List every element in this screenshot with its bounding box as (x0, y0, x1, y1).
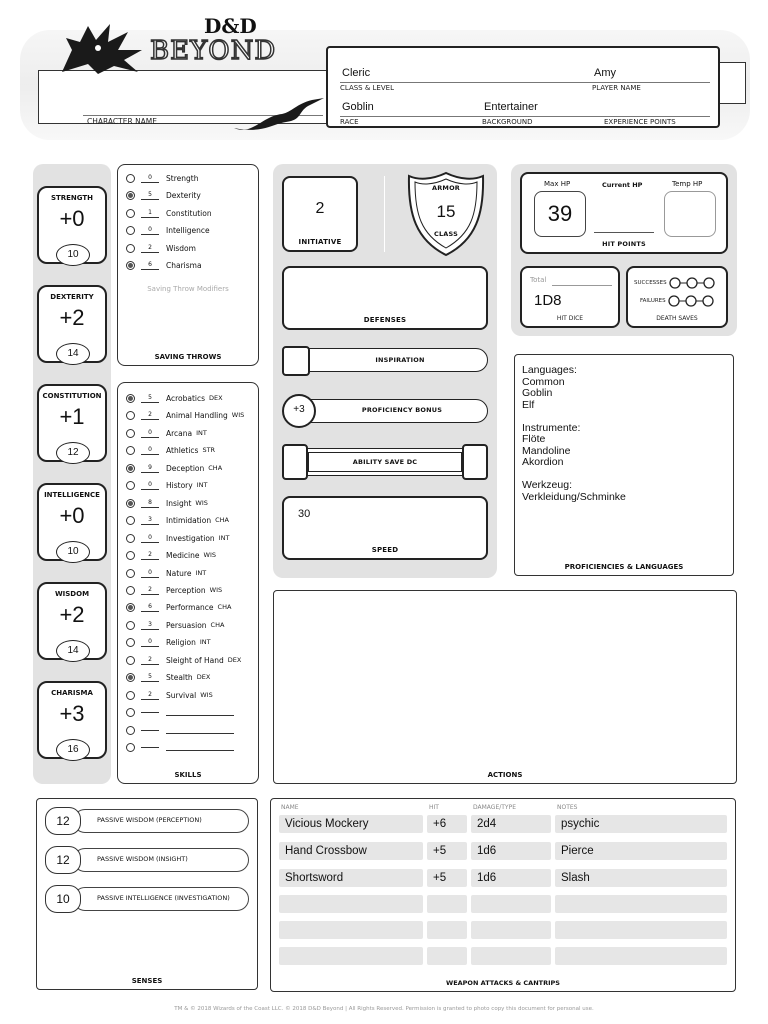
skill-stealth[interactable]: 5 Stealth DEX (126, 670, 210, 684)
skills-title: SKILLS (174, 771, 202, 779)
proficiency-circle-icon (126, 191, 135, 200)
senses-title: SENSES (131, 977, 163, 985)
death-saves-label: DEATH SAVES (656, 315, 698, 322)
max-hp-label: Max HP (544, 180, 571, 188)
temp-hp-label: Temp HP (672, 180, 703, 188)
proficiency-circle-icon (126, 551, 135, 560)
skill-religion[interactable]: 0 Religion INT (126, 635, 211, 649)
combat-column (273, 164, 497, 578)
weapons-col-damage-header: DAMAGE/TYPE (473, 804, 516, 811)
ability-wisdom: WISDOM +2 14 (37, 582, 107, 660)
ability-score[interactable]: 14 (56, 343, 90, 365)
ability-modifier: +3 (59, 701, 85, 726)
skill-custom-3[interactable] (126, 740, 234, 754)
prof-line: Goblin (522, 387, 553, 399)
skill-nature[interactable]: 0 Nature INT (126, 566, 206, 580)
logo-bottom-text: BEYOND (150, 36, 277, 66)
hit-dice-value: 1D8 (534, 292, 562, 309)
proficiency-circle-icon (126, 691, 135, 700)
weapons-col-name-header: NAME (281, 804, 299, 811)
proficiency-circle-icon (126, 743, 135, 752)
class-label: CLASS (433, 230, 458, 238)
prof-line: Flöte (522, 433, 546, 445)
save-charisma[interactable]: 6 Charisma (126, 258, 202, 272)
defenses-box[interactable] (282, 266, 488, 330)
speed-box[interactable] (282, 496, 488, 560)
initiative-box[interactable] (282, 176, 358, 252)
proficiency-circle-icon (126, 481, 135, 490)
death-saves-box (626, 266, 728, 328)
armor-class-shield[interactable] (406, 170, 486, 258)
proficiency-circle-icon (126, 226, 135, 235)
skill-custom-2[interactable] (126, 723, 234, 737)
speed-value: 30 (298, 508, 311, 520)
ability-score[interactable]: 16 (56, 739, 90, 761)
prof-line: Instrumente: (522, 421, 581, 434)
proficiency-circle-icon (126, 586, 135, 595)
proficiency-circle-icon (126, 708, 135, 717)
ability-score[interactable]: 12 (56, 442, 90, 464)
hit-points-group (511, 164, 737, 336)
ability-scores-column (33, 164, 111, 784)
initiative-value: 2 (315, 200, 325, 217)
xp-label: EXPERIENCE POINTS (604, 118, 676, 126)
skill-intimidation[interactable]: 3 Intimidation CHA (126, 513, 229, 527)
banner-tail-right (716, 62, 746, 104)
dragon-logo-icon (58, 20, 150, 76)
proficiency-circle-icon (126, 621, 135, 630)
ability-modifier: +0 (59, 206, 85, 231)
proficiency-circle-icon (126, 569, 135, 578)
weapons-title: WEAPON ATTACKS & CANTRIPS (446, 979, 560, 987)
saving-throws-title: SAVING THROWS (154, 353, 222, 361)
skill-custom-1[interactable] (126, 705, 234, 719)
prof-line (522, 411, 626, 423)
skill-athletics[interactable]: 0 Athletics STR (126, 443, 215, 457)
skill-animal-handling[interactable]: 2 Animal Handling WIS (126, 408, 244, 422)
initiative-label: INITIATIVE (298, 238, 342, 246)
skill-sleight-of-hand[interactable]: 2 Sleight of Hand DEX (126, 653, 241, 667)
proficiencies-text (522, 365, 626, 503)
ability-dexterity: DEXTERITY +2 14 (37, 285, 107, 363)
ability-charisma: CHARISMA +3 16 (37, 681, 107, 759)
ability-modifier: +2 (59, 602, 85, 627)
prof-line: Elf (522, 398, 535, 411)
logo-top-text: D&D (204, 14, 257, 38)
current-hp-label: Current HP (602, 181, 643, 189)
proficiency-circle-icon (126, 603, 135, 612)
proficiency-circle-icon (126, 446, 135, 455)
save-wisdom[interactable]: 2 Wisdom (126, 241, 196, 255)
proficiency-circle-icon (126, 261, 135, 270)
prof-line: Common (522, 375, 565, 388)
defenses-label: DEFENSES (363, 316, 407, 324)
senses-panel (36, 798, 258, 990)
death-save-successes[interactable]: SUCCESSES (634, 277, 715, 289)
hit-points-box (520, 172, 728, 254)
death-save-failures[interactable]: FAILURES (640, 295, 714, 307)
hit-dice-total-label: Total (530, 276, 547, 284)
ability-constitution: CONSTITUTION +1 12 (37, 384, 107, 462)
hit-points-title: HIT POINTS (602, 240, 646, 248)
player-name-label: PLAYER NAME (592, 84, 641, 92)
proficiency-circle-icon (126, 174, 135, 183)
sense-passive-investigation[interactable]: 10 PASSIVE INTELLIGENCE (INVESTIGATION) (45, 885, 249, 913)
death-save-circles-icon (669, 277, 715, 289)
race-value[interactable]: Goblin (342, 101, 374, 113)
save-strength[interactable]: 0 Strength (126, 171, 198, 185)
class-level-value[interactable]: Cleric (342, 67, 371, 79)
max-hp-box[interactable] (534, 191, 586, 237)
proficiency-circle-icon (126, 411, 135, 420)
saving-throws-panel (117, 164, 259, 366)
hit-dice-box[interactable] (520, 266, 620, 328)
ability-score[interactable]: 10 (56, 541, 90, 563)
skill-perception[interactable]: 2 Perception WIS (126, 583, 222, 597)
weapon-attacks-panel: NAME HIT DAMAGE/TYPE NOTES Vicious Mockery +6 2d4 psychic Hand Crossbow +5 1d6 Pierce Shortsword +5 1d6 Slash WEAPON ATTACKS & CANTRIPS (270, 798, 736, 992)
max-hp-value: 39 (547, 201, 573, 226)
proficiency-circle-icon (126, 726, 135, 735)
proficiency-circle-icon (126, 244, 135, 253)
proficiency-circle-icon (126, 394, 135, 403)
proficiency-circle-icon (126, 656, 135, 665)
temp-hp-box[interactable] (664, 191, 716, 237)
armor-label: ARMOR (431, 184, 461, 192)
skill-survival[interactable]: 2 Survival WIS (126, 688, 213, 702)
inspiration-bar[interactable] (282, 346, 488, 376)
prof-line: Verkleidung/Schminke (522, 490, 626, 503)
death-save-circles-icon (668, 295, 714, 307)
skill-arcana[interactable]: 0 Arcana INT (126, 426, 207, 440)
current-hp-field[interactable] (594, 232, 654, 233)
skill-history[interactable]: 0 History INT (126, 478, 207, 492)
inspiration-label: INSPIRATION (375, 356, 425, 364)
ability-score[interactable]: 10 (56, 244, 90, 266)
skill-performance[interactable]: 6 Performance CHA (126, 600, 231, 614)
ability-save-dc-label: ABILITY SAVE DC (352, 458, 418, 466)
proficiencies-title: PROFICIENCIES & LANGUAGES (564, 563, 684, 571)
skill-persuasion[interactable]: 3 Persuasion CHA (126, 618, 224, 632)
prof-line: Werkzeug: (522, 479, 572, 491)
divider (384, 176, 385, 252)
proficiency-circle-icon (126, 429, 135, 438)
ability-save-dc-bar[interactable] (282, 444, 488, 480)
skill-acrobatics[interactable]: 5 Acrobatics DEX (126, 391, 223, 405)
proficiency-circle-icon (126, 464, 135, 473)
skill-deception[interactable]: 9 Deception CHA (126, 461, 222, 475)
save-constitution[interactable]: 1 Constitution (126, 206, 212, 220)
proficiencies-languages-panel[interactable] (514, 354, 734, 576)
armor-class-value: 15 (436, 202, 456, 221)
proficiency-circle-icon (126, 673, 135, 682)
background-label: BACKGROUND (482, 118, 533, 126)
skill-medicine[interactable]: 2 Medicine WIS (126, 548, 216, 562)
sense-passive-insight[interactable]: 12 PASSIVE WISDOM (INSIGHT) (45, 846, 249, 874)
proficiency-bonus-value: +3 (293, 404, 305, 415)
weapons-col-notes-header: NOTES (557, 804, 578, 811)
proficiency-circle-icon (126, 534, 135, 543)
actions-title: ACTIONS (487, 771, 523, 779)
hit-dice-label: HIT DICE (556, 315, 584, 322)
header-info-box (326, 46, 720, 128)
class-level-label: CLASS & LEVEL (340, 84, 394, 92)
actions-panel[interactable] (273, 590, 737, 784)
ability-modifier: +0 (59, 503, 85, 528)
prof-line: Akordion (522, 456, 564, 468)
skill-insight[interactable]: 8 Insight WIS (126, 496, 208, 510)
speed-label: SPEED (371, 546, 399, 554)
proficiency-bonus-bar[interactable] (282, 394, 488, 428)
proficiency-circle-icon (126, 638, 135, 647)
weapons-col-hit-header: HIT (429, 804, 439, 811)
sense-passive-perception[interactable]: 12 PASSIVE WISDOM (PERCEPTION) (45, 807, 249, 835)
proficiency-circle-icon (126, 209, 135, 218)
ability-intelligence: INTELLIGENCE +0 10 (37, 483, 107, 561)
ability-modifier: +1 (59, 404, 85, 429)
save-dexterity[interactable]: 5 Dexterity (126, 188, 201, 202)
ability-modifier: +2 (59, 305, 85, 330)
save-intelligence[interactable]: 0 Intelligence (126, 223, 210, 237)
footer-copyright: TM & © 2018 Wizards of the Coast LLC. © 2018 D&D Beyond | All Rights Reserved. Permission is granted to photo copy this document for personal use. (174, 1006, 594, 1012)
dragon-tail-icon (232, 96, 326, 134)
background-value[interactable]: Entertainer (484, 101, 538, 113)
skill-investigation[interactable]: 0 Investigation INT (126, 531, 229, 545)
race-label: RACE (340, 118, 359, 126)
proficiency-bonus-label: PROFICIENCY BONUS (361, 406, 443, 414)
proficiency-circle-icon (126, 516, 135, 525)
player-name-value[interactable]: Amy (594, 67, 616, 79)
ability-strength: STRENGTH +0 10 (37, 186, 107, 264)
saving-throw-modifiers-label: Saving Throw Modifiers (147, 285, 229, 293)
character-name-label: CHARACTER NAME (87, 117, 158, 126)
skills-panel (117, 382, 259, 784)
ability-score[interactable]: 14 (56, 640, 90, 662)
proficiency-circle-icon (126, 499, 135, 508)
prof-line: Languages: (522, 364, 577, 376)
prof-line: Mandoline (522, 444, 571, 457)
